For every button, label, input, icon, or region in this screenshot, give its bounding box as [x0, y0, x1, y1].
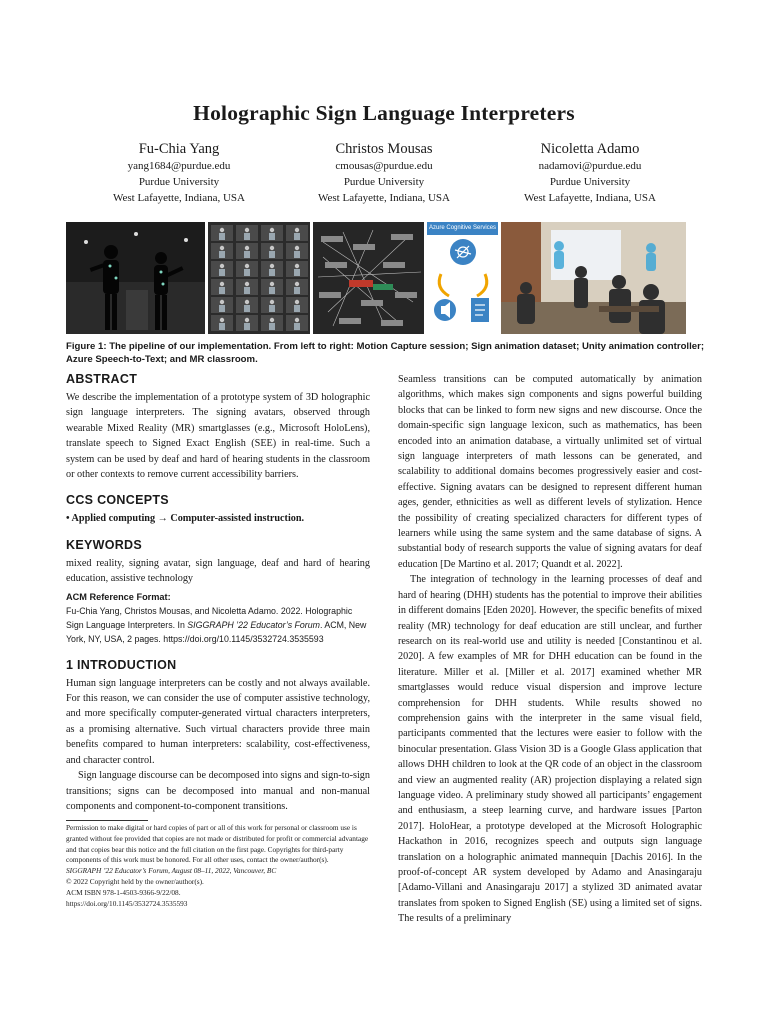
- mocap-session-photo: [66, 222, 205, 334]
- author-email: nadamovi@purdue.edu: [538, 160, 642, 172]
- reference-text-part: Fu-Chia Yang, Christos Mousas, and Nicoletta Adamo. 2022. Holographic Sign Language Interpreters. In: [66, 605, 353, 630]
- ccs-heading: CCS CONCEPTS: [66, 493, 169, 508]
- reference-venue: SIGGRAPH ’22 Educator’s Forum: [187, 619, 320, 630]
- abstract-heading: ABSTRACT: [66, 372, 138, 386]
- author-block: [475, 140, 705, 206]
- keywords-text: mixed reality, signing avatar, sign language, deaf and hard of hearing education, assistive technology: [66, 557, 370, 585]
- azure-speech-to-text: [427, 222, 498, 334]
- author-name: Nicoletta Adamo: [540, 141, 640, 157]
- left-column: [66, 372, 370, 814]
- author-email: yang1684@purdue.edu: [127, 160, 231, 172]
- author-name: Fu-Chia Yang: [138, 141, 220, 157]
- caption-label: Figure 1:: [66, 341, 107, 352]
- venue-text: SIGGRAPH ’22 Educator’s Forum, August 08–11, 2022, Vancouver, BC: [66, 866, 277, 876]
- reference-text-part: . ACM, New York, NY, USA, 2 pages. https://doi.org/10.1145/3532724.3535593: [66, 619, 367, 644]
- intro-paragraph: Human sign language interpreters can be costly and not always available. For this reason, we can consider the use of computer assistive technology, and more specifically computer-generated virtual characters interpreters, as a promising alternative. Such virtual characters provide three main benefits compared to human interpreters: scalability, cost-effectiveness, and character control.: [66, 677, 370, 766]
- speaker-icon: [434, 299, 456, 321]
- figure-1: [66, 222, 686, 334]
- right-column: [398, 372, 702, 927]
- unity-animation-controller: [313, 222, 424, 334]
- author-location: West Lafayette, Indiana, USA: [318, 192, 450, 204]
- intro-paragraph: Sign language discourse can be decomposed into signs and sign-to-sign transitions; signs can be decomposed into manual and non-manual components and component-to-component transitions.: [66, 770, 370, 812]
- author-affiliation: Purdue University: [549, 176, 631, 188]
- copyright-text: © 2022 Copyright held by the owner/author(s).: [66, 876, 204, 886]
- footnote-divider: [66, 820, 148, 821]
- azure-label: Azure Cognitive Services: [427, 222, 498, 235]
- mr-classroom-photo: [501, 222, 686, 334]
- author-affiliation: Purdue University: [343, 176, 425, 188]
- sign-animation-dataset: [208, 222, 310, 334]
- doi-link[interactable]: https://doi.org/10.1145/3532724.3535593: [66, 898, 188, 908]
- reference-text: [66, 604, 370, 646]
- ccs-item: • Applied computing → Computer-assisted instruction.: [66, 513, 305, 525]
- keywords-heading: KEYWORDS: [66, 537, 143, 552]
- permission-footnote: [66, 823, 370, 909]
- author-block: [269, 140, 499, 206]
- author-block: [64, 140, 294, 206]
- author-name: Christos Mousas: [335, 141, 433, 157]
- author-location: West Lafayette, Indiana, USA: [113, 192, 245, 204]
- author-affiliation: Purdue University: [138, 176, 220, 188]
- abstract-text: We describe the implementation of a prototype system of 3D holographic sign language interpreters. The signing avatars, observed through wearable Mixed Reality (MR) smartglasses (e.g., Microsoft HoloLens), translate speech to Signed Exact English (SEE) in real-time. Such a system can be used by deaf and hard of hearing students in the classroom or other contexts to remove current accessibility barriers.: [66, 392, 370, 481]
- author-email: cmousas@purdue.edu: [335, 160, 433, 172]
- body-paragraph: Seamless transitions can be computed automatically by animation algorithms, which makes sign components and signs powerful building blocks that can be linked to form new signs and new discourse. Once the domain-specific sign language lexicon, such as mathematics, has been encoded into an animation database, a virtually unlimited set of virtual sign language interpreters of math lessons can be generated, and scalability to additional domains becomes progressively easier and cost-effective. Signing avatars can be designed to represent different human ages, gender, ethnicities as well as different levels of stylization. Hence the possibility of creating specialized characters for different types of learners while using the same system and the same database of signs. A substantial body of research supports the value of signing avatars for deaf education [De Martino et al. 2017; Quandt et al. 2022].: [398, 374, 702, 570]
- reference-heading: ACM Reference Format:: [66, 591, 171, 602]
- paper-title: Holographic Sign Language Interpreters: [193, 101, 575, 125]
- figure-caption: [66, 340, 706, 366]
- isbn-text: ACM ISBN 978-1-4503-9366-9/22/08.: [66, 887, 181, 897]
- introduction-heading: 1 INTRODUCTION: [66, 657, 177, 672]
- permission-text: Permission to make digital or hard copies of part or all of this work for personal or classroom use is granted without fee provided that copies are not made or distributed for profit or commercial advantage and that copies bear this notice and the full citation on the first page. Copyrights for third-party components of this work must be honored. For all other uses, contact the owner/author(s).: [66, 823, 369, 865]
- caption-text: The pipeline of our implementation. From left to right: Motion Capture session; Sign animation dataset; Unity animation controller; Azure Speech-to-Text; and MR classroom.: [66, 341, 705, 365]
- author-location: West Lafayette, Indiana, USA: [524, 192, 656, 204]
- document-icon: [471, 298, 489, 322]
- body-paragraph: The integration of technology in the learning processes of deaf and hard of hearing (DHH) students has the potential to improve their abilities in different domains [Eden 2020]. However, the specific benefits of mixed reality (MR) technology for deaf education are still unclear, and further research on its real-world use and utility is needed [Constantinou et al. 2020]. A few examples of MR for DHH education can be found in the literature. Miller et al. [Miller et al. 2017] examined whether MR smartglasses would reduce visual dispersion and improve lecture comprehension for DHH students. While results showed no comprehension gains with the interpreter in the same visual field, participants commented that the lectures were easier to follow with the binocular presentation. Glass Vision 3D is a Google Glass application that allows DHH children to look at the QR code of an object in the classroom and view an augmented reality (AR) projection displaying a related sign language video. A preliminary study showed all participants’ engagement and enthusiasm, a steep learning curve, and hardware issues [Parton 2017]. HoloHear, a prototype developed at the Microsoft Holographic Hackathon in 2016, recognizes speech and outputs sign language translation on a holographic animated mannequin [Dachis 2016]. In the proof-of-concept AR system developed by Adamo and Anasingaraju [Adamo-Villani and Anasingaraju 2017] a stylized 3D animated avatar translates from spoken to Signed English (SE) using a limited set of signs. The results of a preliminary: [398, 574, 702, 925]
- brain-icon: [450, 239, 476, 265]
